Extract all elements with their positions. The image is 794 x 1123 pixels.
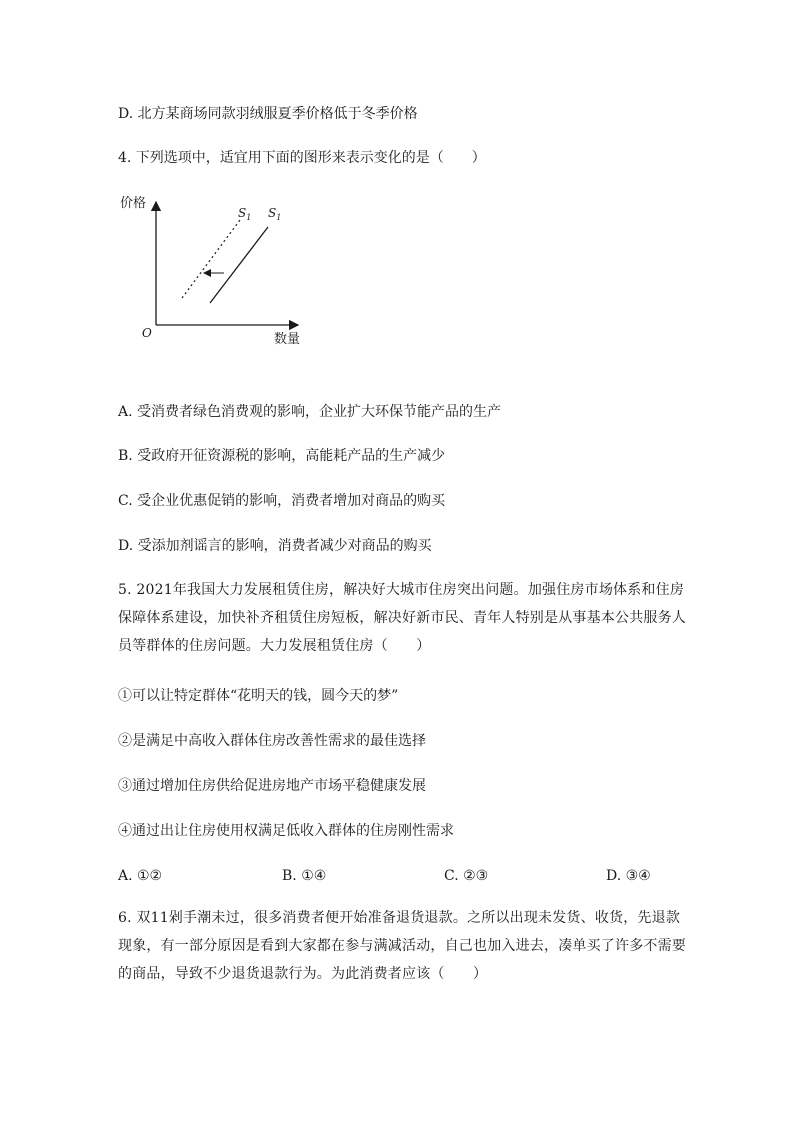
- q5-stem: 5. 2021年我国大力发展租赁住房，解决好大城市住房突出问题。加强住房市场体系和住房保障体系建设，加快补齐租赁住房短板，解决好新市民、青年人特别是从事基本公共服务人员等群体的住房问题。大力发展租赁住房（ ）: [118, 582, 686, 654]
- q5-option-c: C. ②③: [444, 868, 489, 884]
- q5-statement-2: ②是满足中高收入群体住房改善性需求的最佳选择: [118, 733, 426, 749]
- y-axis-label: 价格: [120, 196, 147, 211]
- curve-s1-old-label: $S_1$: [268, 206, 282, 222]
- curve-s1-old: [210, 227, 268, 303]
- q4-stem: 4. 下列选项中，适宜用下面的图形来表示变化的是（ ）: [118, 150, 486, 166]
- x-axis-label: 数量: [274, 332, 301, 347]
- q5-statement-4: ④通过出让住房使用权满足低收入群体的住房刚性需求: [118, 823, 454, 839]
- q5-statement-3: ③通过增加住房供给促进房地产市场平稳健康发展: [118, 778, 426, 794]
- q4-option-c: C. 受企业优惠促销的影响，消费者增加对商品的购买: [118, 493, 446, 509]
- q4-option-d: D. 受添加剂谣言的影响，消费者减少对商品的购买: [118, 538, 432, 554]
- q4-option-a: A. 受消费者绿色消费观的影响，企业扩大环保节能产品的生产: [118, 404, 502, 420]
- q5-option-d: D. ③④: [606, 868, 651, 884]
- curve-s1-new-label: $S_1$: [238, 206, 252, 222]
- supply-curve-figure: [118, 190, 318, 350]
- origin-label: O: [142, 326, 152, 340]
- q4-option-b: B. 受政府开征资源税的影响，高能耗产品的生产减少: [118, 448, 446, 464]
- curve-s1-new: [182, 220, 240, 298]
- q5-statement-1: ①可以让特定群体“花明天的钱，圆今天的梦”: [118, 688, 399, 704]
- q5-option-a: A. ①②: [118, 868, 163, 884]
- q3-option-d: D. 北方某商场同款羽绒服夏季价格低于冬季价格: [118, 106, 418, 122]
- q6-stem: 6. 双11剁手潮未过，很多消费者便开始准备退货退款。之所以出现未发货、收货，先退款现象，有一部分原因是看到大家都在参与满减活动，自己也加入进去，凑单买了许多不需要的商品，导致不少退货退款行为。为此消费者应该（ ）: [118, 910, 686, 982]
- q5-option-b: B. ①④: [282, 868, 327, 884]
